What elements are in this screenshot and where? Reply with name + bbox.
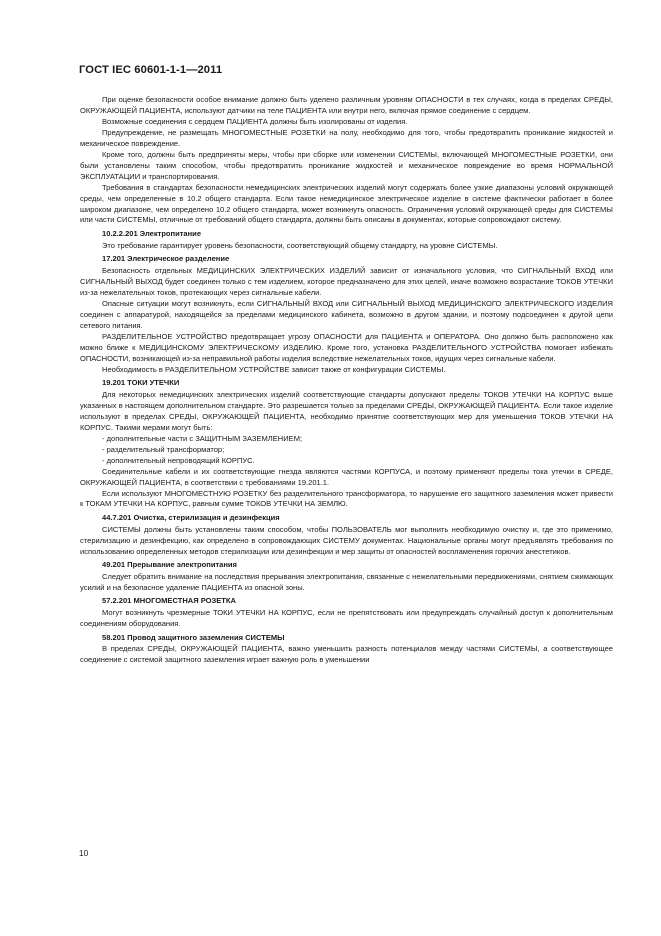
paragraph: Требования в стандартах безопасности немедицинских электрических изделий могут содержать более узкие диапазоны условий окружающей среды, чем определенные в 10.2 общего стандарта. Если такое немедицинское электрическое изделие в системе фактически работает в более широком диапазоне, чем определено 10.2 общего стандарта, может возникнуть опасность. Ограничения условий окружающей среды для СИСТЕМЫ или части СИСТЕМЫ, отличные от требований общего стандарта, должны быть описаны в документах, которые сопровождают систему.	[80, 182, 613, 225]
paragraph: СИСТЕМЫ должны быть установлены таким способом, чтобы ПОЛЬЗОВАТЕЛЬ мог выполнить необходимую очистку и, где это применимо, стерилизацию и дезинфекцию, как определено в сопровождающих СИСТЕМУ документах. Национальные органы могут предъявлять требования по использованию определенных методов стерилизации или дезинфекции и мер защиты от опасностей воспламенения горючих анестетиков.	[80, 524, 613, 556]
section-heading: 44.7.201 Очистка, стерилизация и дезинфекция	[102, 512, 280, 522]
list-item: - дополнительные части с ЗАЩИТНЫМ ЗАЗЕМЛЕНИЕМ;	[102, 433, 303, 443]
paragraph: В пределах СРЕДЫ, ОКРУЖАЮЩЕЙ ПАЦИЕНТА, важно уменьшить разность потенциалов между частями СИСТЕМЫ, а соответствующее соединение с системой защитного заземления играет важную роль в уменьшении	[80, 644, 613, 665]
paragraph: Соединительные кабели и их соответствующие гнезда являются частями КОРПУСА, и поэтому применяют пределы тока утечки в СРЕДЕ, ОКРУЖАЮЩЕЙ ПАЦИЕНТА, в соответствии с требованиями 19.201.1.	[80, 466, 613, 487]
page-number: 10	[79, 848, 89, 858]
section-heading: 10.2.2.201 Электропитание	[102, 228, 202, 238]
paragraph: Возможные соединения с сердцем ПАЦИЕНТА должны быть изолированы от изделия.	[102, 116, 408, 126]
paragraph: Опасные ситуации могут возникнуть, если СИГНАЛЬНЫЙ ВХОД или СИГНАЛЬНЫЙ ВЫХОД МЕДИЦИНСКОГО ЭЛЕКТРИЧЕСКОГО ИЗДЕЛИЯ соединен с аппаратурой, находящейся за пределами медицинского кабинета, возможно в другом здании, и поэтому подсоединен к другой цепи сетевого питания.	[80, 298, 613, 330]
list-item: - дополнительный непроводящий КОРПУС.	[102, 455, 255, 465]
paragraph: Необходимость в РАЗДЕЛИТЕЛЬНОМ УСТРОЙСТВЕ зависит также от конфигурации СИСТЕМЫ.	[102, 364, 446, 374]
paragraph: Могут возникнуть чрезмерные ТОКИ УТЕЧКИ НА КОРПУС, если не препятствовать или предупреждать случайный доступ к дополнительным соединениям оборудования.	[80, 608, 613, 629]
standard-title: ГОСТ IEC 60601-1-1—2011	[79, 64, 223, 76]
paragraph: Кроме того, должны быть предприняты меры, чтобы при сборке или изменении СИСТЕМЫ, включающей МНОГОМЕСТНЫЕ РОЗЕТКИ, они были установлены таким способом, чтобы предотвратить проникание жидкостей и механическое повреждение во время НОРМАЛЬНОЙ ЭКСПЛУАТАЦИИ и транспортирования.	[80, 149, 613, 181]
paragraph: Если используют МНОГОМЕСТНУЮ РОЗЕТКУ без разделительного трансформатора, то нарушение его защитного заземления может привести к ТОКАМ УТЕЧКИ НА КОРПУС, равным сумме ТОКОВ УТЕЧКИ НА ЗЕМЛЮ.	[80, 488, 613, 509]
paragraph: Для некоторых немедицинских электрических изделий соответствующие стандарты допускают пределы ТОКОВ УТЕЧКИ НА КОРПУС выше указанных в настоящем дополнительном стандарте. Это разрешается только за пределами СРЕДЫ, ОКРУЖАЮЩЕЙ ПАЦИЕНТА. Если такое изделие используют в пределах СРЕДЫ, ОКРУЖАЮЩЕЙ ПАЦИЕНТА, необходимо принятие соответствующих мер для уменьшения ТОКОВ УТЕЧКИ НА КОРПУС. Такими мерами могут быть:	[80, 389, 613, 432]
paragraph: Безопасность отдельных МЕДИЦИНСКИХ ЭЛЕКТРИЧЕСКИХ ИЗДЕЛИЙ зависит от изначального условия, что СИГНАЛЬНЫЙ ВХОД или СИГНАЛЬНЫЙ ВЫХОД будет соединен только с тем изделием, которое предназначено для этих целей, иначе возможно возрастание ТОКОВ УТЕЧКИ из-за нежелательных токов, протекающих через сигнальные кабели.	[80, 266, 613, 297]
paragraph: Это требование гарантирует уровень безопасности, соответствующий общему стандарту, на уровне СИСТЕМЫ.	[102, 240, 498, 250]
section-heading: 17.201 Электрическое разделение	[102, 254, 230, 264]
paragraph: При оценке безопасности особое внимание должно быть уделено различным уровням ОПАСНОСТИ в тех случаях, когда в пределах СРЕДЫ, ОКРУЖАЮЩЕЙ ПАЦИЕНТА, используют датчики на теле ПАЦИЕНТА или внутри него, включая прямое соединение с сердцем.	[80, 95, 613, 115]
paragraph: РАЗДЕЛИТЕЛЬНОЕ УСТРОЙСТВО предотвращает угрозу ОПАСНОСТИ для ПАЦИЕНТА и ОПЕРАТОРА. Оно должно быть расположено как можно ближе к МЕДИЦИНСКОМУ ЭЛЕКТРИЧЕСКОМУ ИЗДЕЛИЮ. Кроме того, установка РАЗДЕЛИТЕЛЬНОГО УСТРОЙСТВА помогает избежать ОПАСНОСТИ, возникающей из-за неправильной работы изделия вследствие нежелательных токов, идущих через сигнальные кабели.	[80, 331, 613, 363]
section-heading: 19.201 ТОКИ УТЕЧКИ	[102, 378, 180, 387]
paragraph: Предупреждение, не размещать МНОГОМЕСТНЫЕ РОЗЕТКИ на полу, необходимо для того, чтобы предотвратить проникание жидкостей и механическое повреждение.	[80, 127, 613, 148]
section-heading: 57.2.201 МНОГОМЕСТНАЯ РОЗЕТКА	[102, 596, 236, 606]
list-item: - разделительный трансформатор;	[102, 444, 225, 454]
section-heading: 58.201 Провод защитного заземления СИСТЕМЫ	[102, 632, 285, 642]
document-body	[80, 95, 613, 666]
section-heading: 49.201 Прерывание электропитания	[102, 560, 237, 570]
paragraph: Следует обратить внимание на последствия прерывания электропитания, связанные с нежелательными передвижениями, снятием сжимающих усилий и на безопасное удаление ПАЦИЕНТА из опасной зоны.	[80, 571, 613, 592]
